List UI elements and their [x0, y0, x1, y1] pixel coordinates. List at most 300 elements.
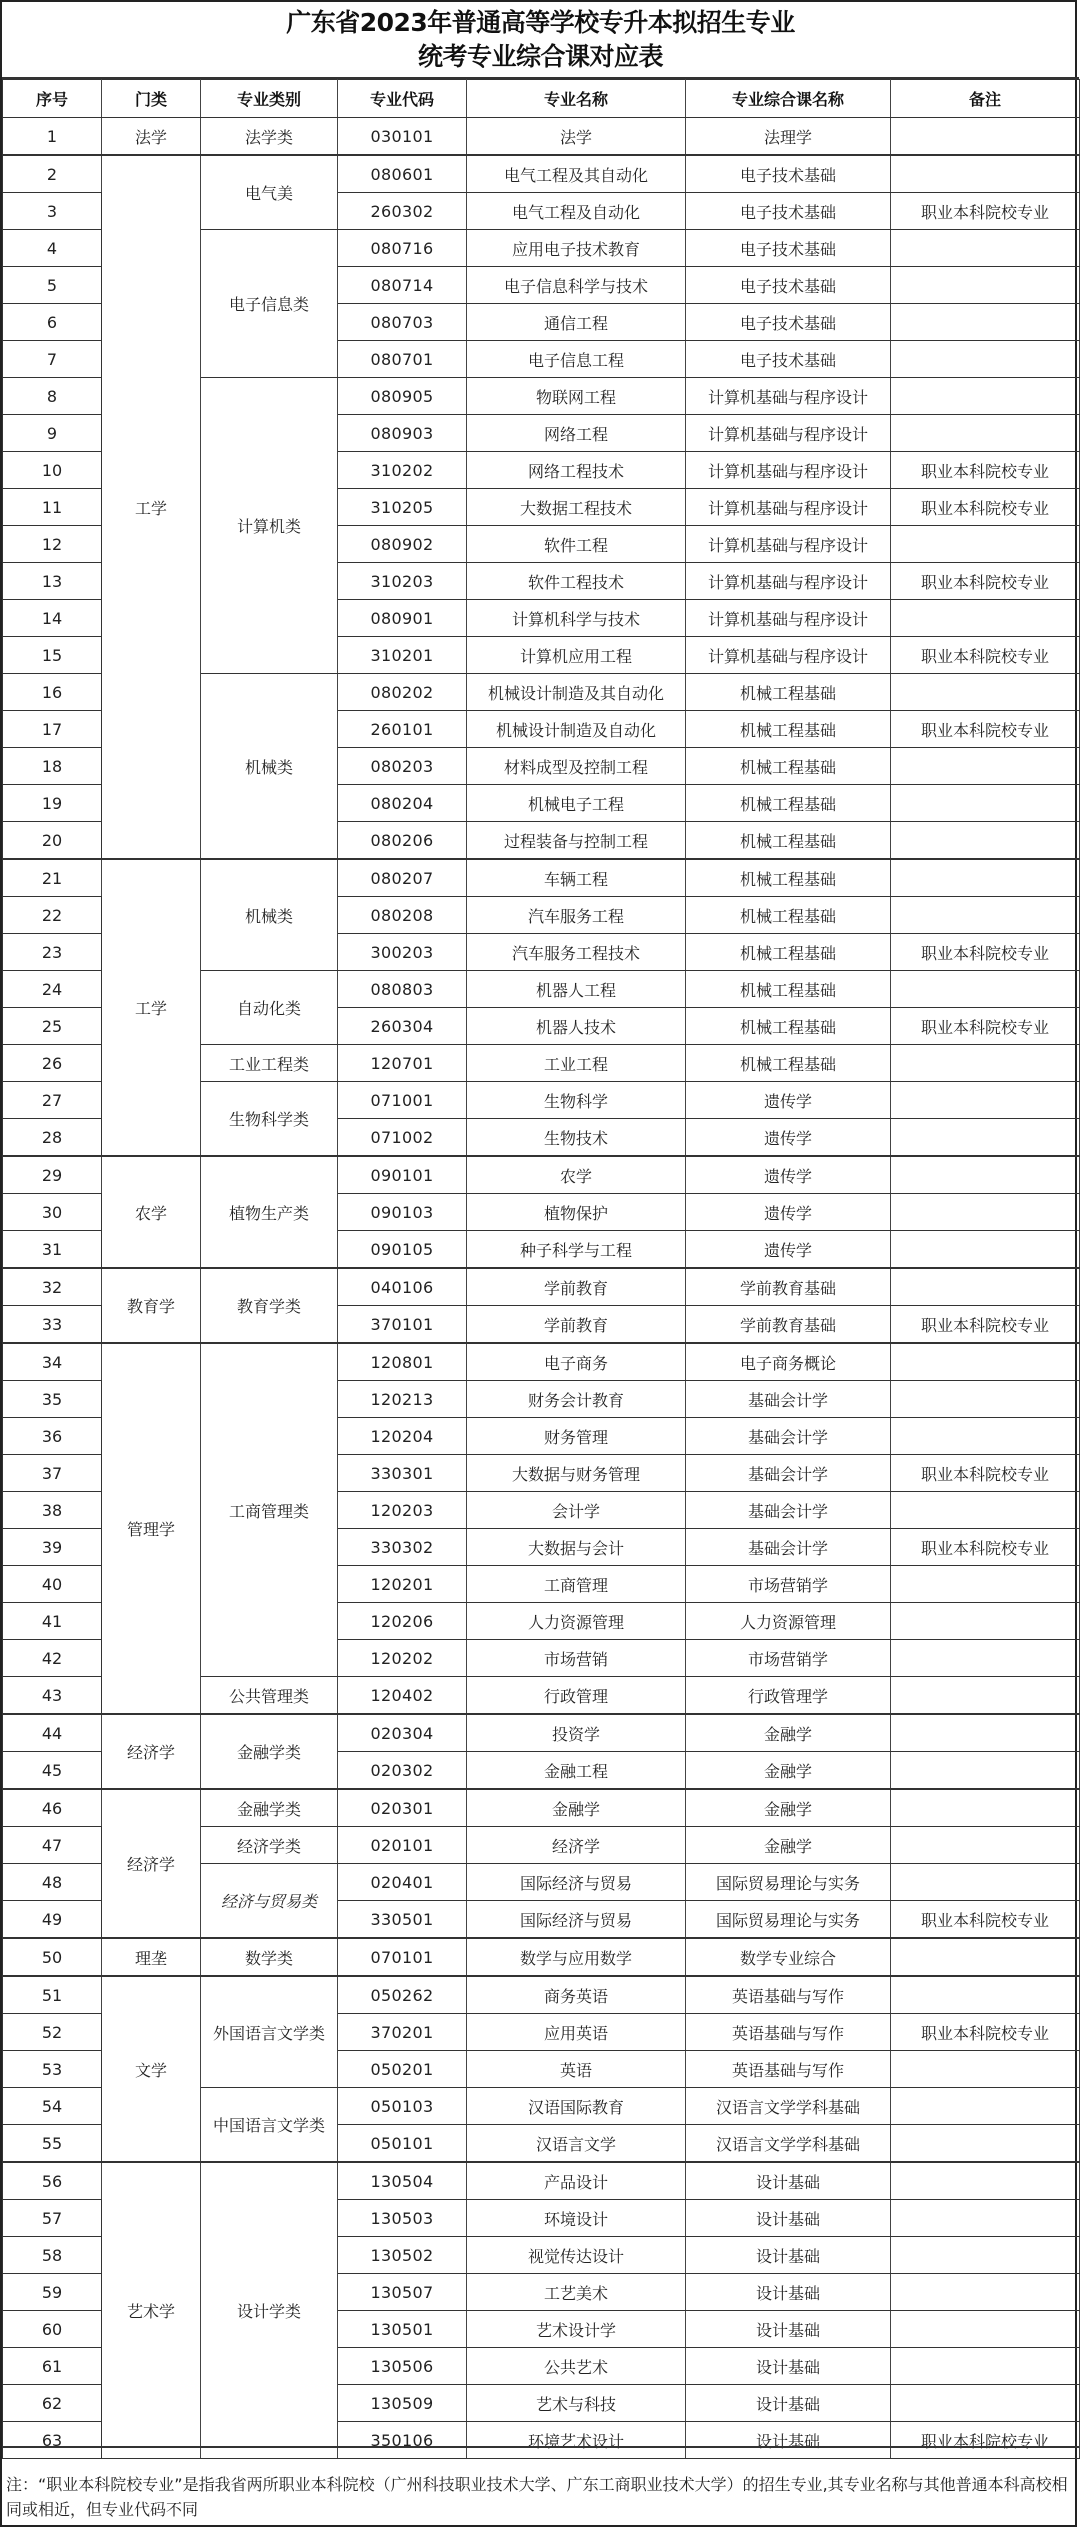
cell-course: 设计基础: [686, 2385, 891, 2422]
cell-code: 080902: [338, 526, 467, 563]
cell-category: 金融学类: [201, 1714, 338, 1789]
cell-discipline: 工学: [102, 859, 201, 1156]
cell-remark: [891, 2125, 1080, 2163]
cell-code: 130507: [338, 2274, 467, 2311]
cell-remark: 职业本科院校专业: [891, 1008, 1080, 1045]
cell-code: 130506: [338, 2348, 467, 2385]
table-row: [3, 1976, 1080, 2014]
cell-code: 130509: [338, 2385, 467, 2422]
cell-code: 260302: [338, 193, 467, 230]
cell-major: 电子信息工程: [467, 341, 686, 378]
footnote-text: 注：“职业本科院校专业”是指我省两所职业本科院校（广州科技职业技术大学、广东工商职业技术大学）的招生专业,其专业名称与其他普通本科高校相同或相近，但专业代码不同: [6, 2475, 1068, 2519]
cell-course: 金融学: [686, 1827, 891, 1864]
cell-code: 330301: [338, 1455, 467, 1492]
cell-code: 080208: [338, 897, 467, 934]
cell-code: 080716: [338, 230, 467, 267]
table-row: [3, 1268, 1080, 1306]
cell-code: 120801: [338, 1343, 467, 1381]
cell-index: 31: [3, 1231, 102, 1269]
cell-code: 120402: [338, 1677, 467, 1715]
cell-remark: [891, 267, 1080, 304]
cell-code: 080701: [338, 341, 467, 378]
cell-major: 法学: [467, 118, 686, 156]
cell-remark: [891, 1603, 1080, 1640]
cell-course: 设计基础: [686, 2311, 891, 2348]
cell-major: 大数据与会计: [467, 1529, 686, 1566]
cell-course: 人力资源管理: [686, 1603, 891, 1640]
cell-major: 汽车服务工程: [467, 897, 686, 934]
cell-course: 机械工程基础: [686, 1008, 891, 1045]
cell-remark: [891, 1976, 1080, 2014]
cell-category: 设计学类: [201, 2162, 338, 2459]
cell-remark: [891, 1268, 1080, 1306]
cell-course: 计算机基础与程序设计: [686, 563, 891, 600]
cell-course: 机械工程基础: [686, 674, 891, 711]
cell-major: 国际经济与贸易: [467, 1864, 686, 1901]
cell-code: 330302: [338, 1529, 467, 1566]
cell-discipline: 经济学: [102, 1789, 201, 1938]
cell-code: 080901: [338, 600, 467, 637]
cell-index: 20: [3, 822, 102, 860]
cell-course: 计算机基础与程序设计: [686, 378, 891, 415]
cell-code: 050201: [338, 2051, 467, 2088]
cell-index: 52: [3, 2014, 102, 2051]
cell-major: 投资学: [467, 1714, 686, 1752]
cell-index: 50: [3, 1938, 102, 1976]
majors-table: [2, 79, 1080, 2459]
cell-remark: [891, 2348, 1080, 2385]
cell-code: 260304: [338, 1008, 467, 1045]
cell-course: 汉语言文学学科基础: [686, 2125, 891, 2163]
cell-major: 机械设计制造及其自动化: [467, 674, 686, 711]
cell-major: 英语: [467, 2051, 686, 2088]
cell-code: 080714: [338, 267, 467, 304]
cell-discipline: 法学: [102, 118, 201, 156]
cell-remark: [891, 2200, 1080, 2237]
cell-remark: [891, 2051, 1080, 2088]
cell-code: 310203: [338, 563, 467, 600]
cell-course: 电子技术基础: [686, 304, 891, 341]
cell-major: 机械设计制造及自动化: [467, 711, 686, 748]
cell-remark: 职业本科院校专业: [891, 2014, 1080, 2051]
cell-code: 080703: [338, 304, 467, 341]
cell-major: 商务英语: [467, 1976, 686, 2014]
cell-major: 汉语国际教育: [467, 2088, 686, 2125]
cell-code: 130502: [338, 2237, 467, 2274]
cell-category: 电气美: [201, 155, 338, 230]
cell-category: 公共管理类: [201, 1677, 338, 1715]
cell-code: 080202: [338, 674, 467, 711]
cell-code: 050262: [338, 1976, 467, 2014]
cell-remark: [891, 2274, 1080, 2311]
header-index: 序号: [3, 80, 102, 118]
cell-code: 080903: [338, 415, 467, 452]
cell-index: 9: [3, 415, 102, 452]
cell-index: 55: [3, 2125, 102, 2163]
cell-code: 120201: [338, 1566, 467, 1603]
cell-code: 071001: [338, 1082, 467, 1119]
cell-remark: [891, 341, 1080, 378]
cell-major: 网络工程技术: [467, 452, 686, 489]
cell-category: 经济学类: [201, 1827, 338, 1864]
cell-major: 种子科学与工程: [467, 1231, 686, 1269]
cell-major: 计算机科学与技术: [467, 600, 686, 637]
cell-remark: [891, 2162, 1080, 2200]
cell-category: 数学类: [201, 1938, 338, 1976]
cell-remark: [891, 155, 1080, 193]
cell-index: 21: [3, 859, 102, 897]
cell-course: 基础会计学: [686, 1381, 891, 1418]
cell-major: 网络工程: [467, 415, 686, 452]
cell-major: 应用电子技术教育: [467, 230, 686, 267]
cell-code: 090101: [338, 1156, 467, 1194]
cell-major: 工艺美术: [467, 2274, 686, 2311]
cell-remark: 职业本科院校专业: [891, 1901, 1080, 1939]
cell-course: 计算机基础与程序设计: [686, 489, 891, 526]
cell-remark: 职业本科院校专业: [891, 1306, 1080, 1344]
table-body: [3, 118, 1080, 2459]
cell-code: 120206: [338, 1603, 467, 1640]
cell-index: 37: [3, 1455, 102, 1492]
cell-course: 计算机基础与程序设计: [686, 452, 891, 489]
cell-category: 经济与贸易类: [201, 1864, 338, 1939]
cell-remark: [891, 1194, 1080, 1231]
table-row: [3, 1789, 1080, 1827]
title-line-1: 广东省2023年普通高等学校专升本拟招生专业: [286, 8, 795, 37]
cell-major: 车辆工程: [467, 859, 686, 897]
cell-code: 120701: [338, 1045, 467, 1082]
cell-remark: [891, 600, 1080, 637]
cell-course: 国际贸易理论与实务: [686, 1864, 891, 1901]
cell-remark: [891, 2385, 1080, 2422]
header-course: 专业综合课名称: [686, 80, 891, 118]
cell-course: 机械工程基础: [686, 711, 891, 748]
cell-code: 130503: [338, 2200, 467, 2237]
cell-course: 机械工程基础: [686, 748, 891, 785]
cell-index: 14: [3, 600, 102, 637]
cell-major: 环境艺术设计: [467, 2422, 686, 2459]
cell-index: 16: [3, 674, 102, 711]
cell-course: 市场营销学: [686, 1566, 891, 1603]
cell-major: 视觉传达设计: [467, 2237, 686, 2274]
cell-major: 汽车服务工程技术: [467, 934, 686, 971]
cell-category: 计算机类: [201, 378, 338, 674]
cell-major: 通信工程: [467, 304, 686, 341]
cell-remark: [891, 2088, 1080, 2125]
cell-course: 市场营销学: [686, 1640, 891, 1677]
cell-course: 基础会计学: [686, 1529, 891, 1566]
cell-major: 机器人工程: [467, 971, 686, 1008]
cell-code: 020101: [338, 1827, 467, 1864]
cell-remark: [891, 526, 1080, 563]
cell-major: 机器人技术: [467, 1008, 686, 1045]
cell-code: 120203: [338, 1492, 467, 1529]
cell-course: 基础会计学: [686, 1418, 891, 1455]
cell-major: 过程装备与控制工程: [467, 822, 686, 860]
cell-course: 计算机基础与程序设计: [686, 637, 891, 674]
table-row: [3, 155, 1080, 193]
cell-code: 050103: [338, 2088, 467, 2125]
cell-remark: [891, 1492, 1080, 1529]
cell-index: 48: [3, 1864, 102, 1901]
cell-major: 应用英语: [467, 2014, 686, 2051]
cell-code: 120204: [338, 1418, 467, 1455]
cell-remark: [891, 1938, 1080, 1976]
cell-index: 34: [3, 1343, 102, 1381]
cell-major: 电气工程及自动化: [467, 193, 686, 230]
cell-remark: [891, 230, 1080, 267]
cell-major: 汉语言文学: [467, 2125, 686, 2163]
cell-course: 电子技术基础: [686, 230, 891, 267]
cell-major: 艺术设计学: [467, 2311, 686, 2348]
cell-major: 会计学: [467, 1492, 686, 1529]
cell-index: 12: [3, 526, 102, 563]
cell-discipline: 工学: [102, 155, 201, 859]
document-title: [2, 2, 1079, 79]
cell-index: 38: [3, 1492, 102, 1529]
cell-category: 机械类: [201, 674, 338, 860]
cell-code: 090103: [338, 1194, 467, 1231]
cell-code: 080803: [338, 971, 467, 1008]
cell-category: 电子信息类: [201, 230, 338, 378]
cell-index: 33: [3, 1306, 102, 1344]
cell-course: 数学专业综合: [686, 1938, 891, 1976]
cell-major: 环境设计: [467, 2200, 686, 2237]
cell-course: 机械工程基础: [686, 897, 891, 934]
cell-index: 17: [3, 711, 102, 748]
cell-course: 机械工程基础: [686, 1045, 891, 1082]
cell-major: 电子信息科学与技术: [467, 267, 686, 304]
cell-major: 国际经济与贸易: [467, 1901, 686, 1939]
cell-code: 080203: [338, 748, 467, 785]
cell-index: 46: [3, 1789, 102, 1827]
cell-discipline: 管理学: [102, 1343, 201, 1714]
cell-index: 42: [3, 1640, 102, 1677]
cell-remark: [891, 1640, 1080, 1677]
cell-index: 23: [3, 934, 102, 971]
cell-index: 57: [3, 2200, 102, 2237]
cell-course: 机械工程基础: [686, 859, 891, 897]
cell-code: 120202: [338, 1640, 467, 1677]
cell-discipline: 经济学: [102, 1714, 201, 1789]
cell-index: 1: [3, 118, 102, 156]
table-header-row: [3, 80, 1080, 118]
cell-code: 310205: [338, 489, 467, 526]
table-row: [3, 1714, 1080, 1752]
cell-index: 49: [3, 1901, 102, 1939]
cell-remark: [891, 415, 1080, 452]
cell-major: 金融工程: [467, 1752, 686, 1790]
cell-index: 15: [3, 637, 102, 674]
cell-index: 4: [3, 230, 102, 267]
cell-index: 10: [3, 452, 102, 489]
cell-remark: 职业本科院校专业: [891, 711, 1080, 748]
cell-remark: [891, 859, 1080, 897]
cell-major: 公共艺术: [467, 2348, 686, 2385]
cell-remark: [891, 1864, 1080, 1901]
cell-index: 45: [3, 1752, 102, 1790]
cell-index: 60: [3, 2311, 102, 2348]
cell-remark: [891, 748, 1080, 785]
cell-index: 51: [3, 1976, 102, 2014]
cell-course: 金融学: [686, 1752, 891, 1790]
cell-major: 材料成型及控制工程: [467, 748, 686, 785]
cell-course: 电子商务概论: [686, 1343, 891, 1381]
cell-code: 260101: [338, 711, 467, 748]
cell-remark: 职业本科院校专业: [891, 934, 1080, 971]
cell-remark: [891, 378, 1080, 415]
cell-course: 机械工程基础: [686, 822, 891, 860]
cell-code: 071002: [338, 1119, 467, 1157]
cell-course: 行政管理学: [686, 1677, 891, 1715]
cell-remark: [891, 1827, 1080, 1864]
cell-category: 机械类: [201, 859, 338, 971]
cell-index: 3: [3, 193, 102, 230]
cell-remark: [891, 1156, 1080, 1194]
cell-code: 070101: [338, 1938, 467, 1976]
cell-category: 工业工程类: [201, 1045, 338, 1082]
cell-remark: [891, 674, 1080, 711]
cell-major: 人力资源管理: [467, 1603, 686, 1640]
cell-discipline: 教育学: [102, 1268, 201, 1343]
cell-course: 机械工程基础: [686, 934, 891, 971]
cell-remark: [891, 897, 1080, 934]
cell-code: 330501: [338, 1901, 467, 1939]
header-code: 专业代码: [338, 80, 467, 118]
table-row: [3, 1156, 1080, 1194]
cell-major: 软件工程技术: [467, 563, 686, 600]
cell-course: 电子技术基础: [686, 267, 891, 304]
cell-major: 工业工程: [467, 1045, 686, 1082]
cell-index: 25: [3, 1008, 102, 1045]
cell-course: 英语基础与写作: [686, 1976, 891, 2014]
cell-course: 国际贸易理论与实务: [686, 1901, 891, 1939]
cell-course: 机械工程基础: [686, 971, 891, 1008]
header-discipline: 门类: [102, 80, 201, 118]
cell-index: 59: [3, 2274, 102, 2311]
cell-index: 24: [3, 971, 102, 1008]
cell-index: 58: [3, 2237, 102, 2274]
cell-major: 物联网工程: [467, 378, 686, 415]
table-row: [3, 1343, 1080, 1381]
cell-course: 设计基础: [686, 2348, 891, 2385]
cell-code: 040106: [338, 1268, 467, 1306]
cell-index: 19: [3, 785, 102, 822]
cell-course: 金融学: [686, 1789, 891, 1827]
cell-index: 18: [3, 748, 102, 785]
cell-index: 47: [3, 1827, 102, 1864]
cell-remark: [891, 1789, 1080, 1827]
cell-remark: [891, 1566, 1080, 1603]
cell-category: 外国语言文学类: [201, 1976, 338, 2088]
cell-course: 法理学: [686, 118, 891, 156]
cell-remark: [891, 822, 1080, 860]
cell-course: 设计基础: [686, 2422, 891, 2459]
cell-remark: [891, 1231, 1080, 1269]
cell-major: 财务会计教育: [467, 1381, 686, 1418]
cell-code: 310201: [338, 637, 467, 674]
cell-course: 遗传学: [686, 1231, 891, 1269]
table-row: [3, 118, 1080, 156]
cell-discipline: 文学: [102, 1976, 201, 2162]
cell-index: 8: [3, 378, 102, 415]
cell-remark: [891, 1343, 1080, 1381]
cell-course: 英语基础与写作: [686, 2014, 891, 2051]
cell-course: 机械工程基础: [686, 785, 891, 822]
cell-index: 22: [3, 897, 102, 934]
cell-course: 遗传学: [686, 1194, 891, 1231]
cell-index: 44: [3, 1714, 102, 1752]
cell-code: 090105: [338, 1231, 467, 1269]
cell-code: 080206: [338, 822, 467, 860]
cell-index: 32: [3, 1268, 102, 1306]
cell-major: 大数据工程技术: [467, 489, 686, 526]
cell-index: 26: [3, 1045, 102, 1082]
cell-code: 050101: [338, 2125, 467, 2163]
cell-remark: 职业本科院校专业: [891, 637, 1080, 674]
cell-major: 生物科学: [467, 1082, 686, 1119]
cell-index: 63: [3, 2422, 102, 2459]
cell-index: 7: [3, 341, 102, 378]
table-row: [3, 859, 1080, 897]
cell-course: 电子技术基础: [686, 193, 891, 230]
cell-code: 020401: [338, 1864, 467, 1901]
table-row: [3, 1938, 1080, 1976]
cell-major: 市场营销: [467, 1640, 686, 1677]
cell-discipline: 理垄: [102, 1938, 201, 1976]
cell-major: 经济学: [467, 1827, 686, 1864]
cell-remark: [891, 1045, 1080, 1082]
cell-course: 设计基础: [686, 2237, 891, 2274]
cell-index: 39: [3, 1529, 102, 1566]
cell-code: 080207: [338, 859, 467, 897]
cell-category: 教育学类: [201, 1268, 338, 1343]
cell-course: 遗传学: [686, 1082, 891, 1119]
cell-remark: [891, 1119, 1080, 1157]
cell-major: 产品设计: [467, 2162, 686, 2200]
cell-course: 设计基础: [686, 2162, 891, 2200]
cell-remark: 职业本科院校专业: [891, 1455, 1080, 1492]
cell-category: 工商管理类: [201, 1343, 338, 1677]
cell-major: 学前教育: [467, 1306, 686, 1344]
cell-index: 61: [3, 2348, 102, 2385]
cell-index: 41: [3, 1603, 102, 1640]
cell-major: 数学与应用数学: [467, 1938, 686, 1976]
cell-code: 130504: [338, 2162, 467, 2200]
cell-major: 艺术与科技: [467, 2385, 686, 2422]
cell-category: 中国语言文学类: [201, 2088, 338, 2163]
cell-major: 植物保护: [467, 1194, 686, 1231]
cell-major: 机械电子工程: [467, 785, 686, 822]
cell-remark: [891, 971, 1080, 1008]
cell-course: 金融学: [686, 1714, 891, 1752]
cell-code: 020302: [338, 1752, 467, 1790]
cell-index: 5: [3, 267, 102, 304]
cell-index: 40: [3, 1566, 102, 1603]
cell-course: 学前教育基础: [686, 1306, 891, 1344]
cell-course: 设计基础: [686, 2200, 891, 2237]
cell-code: 130501: [338, 2311, 467, 2348]
cell-code: 370201: [338, 2014, 467, 2051]
cell-remark: 职业本科院校专业: [891, 1529, 1080, 1566]
cell-remark: 职业本科院校专业: [891, 2422, 1080, 2459]
cell-category: 自动化类: [201, 971, 338, 1045]
cell-major: 电子商务: [467, 1343, 686, 1381]
cell-course: 计算机基础与程序设计: [686, 600, 891, 637]
cell-remark: 职业本科院校专业: [891, 563, 1080, 600]
cell-remark: [891, 1752, 1080, 1790]
cell-remark: 职业本科院校专业: [891, 193, 1080, 230]
